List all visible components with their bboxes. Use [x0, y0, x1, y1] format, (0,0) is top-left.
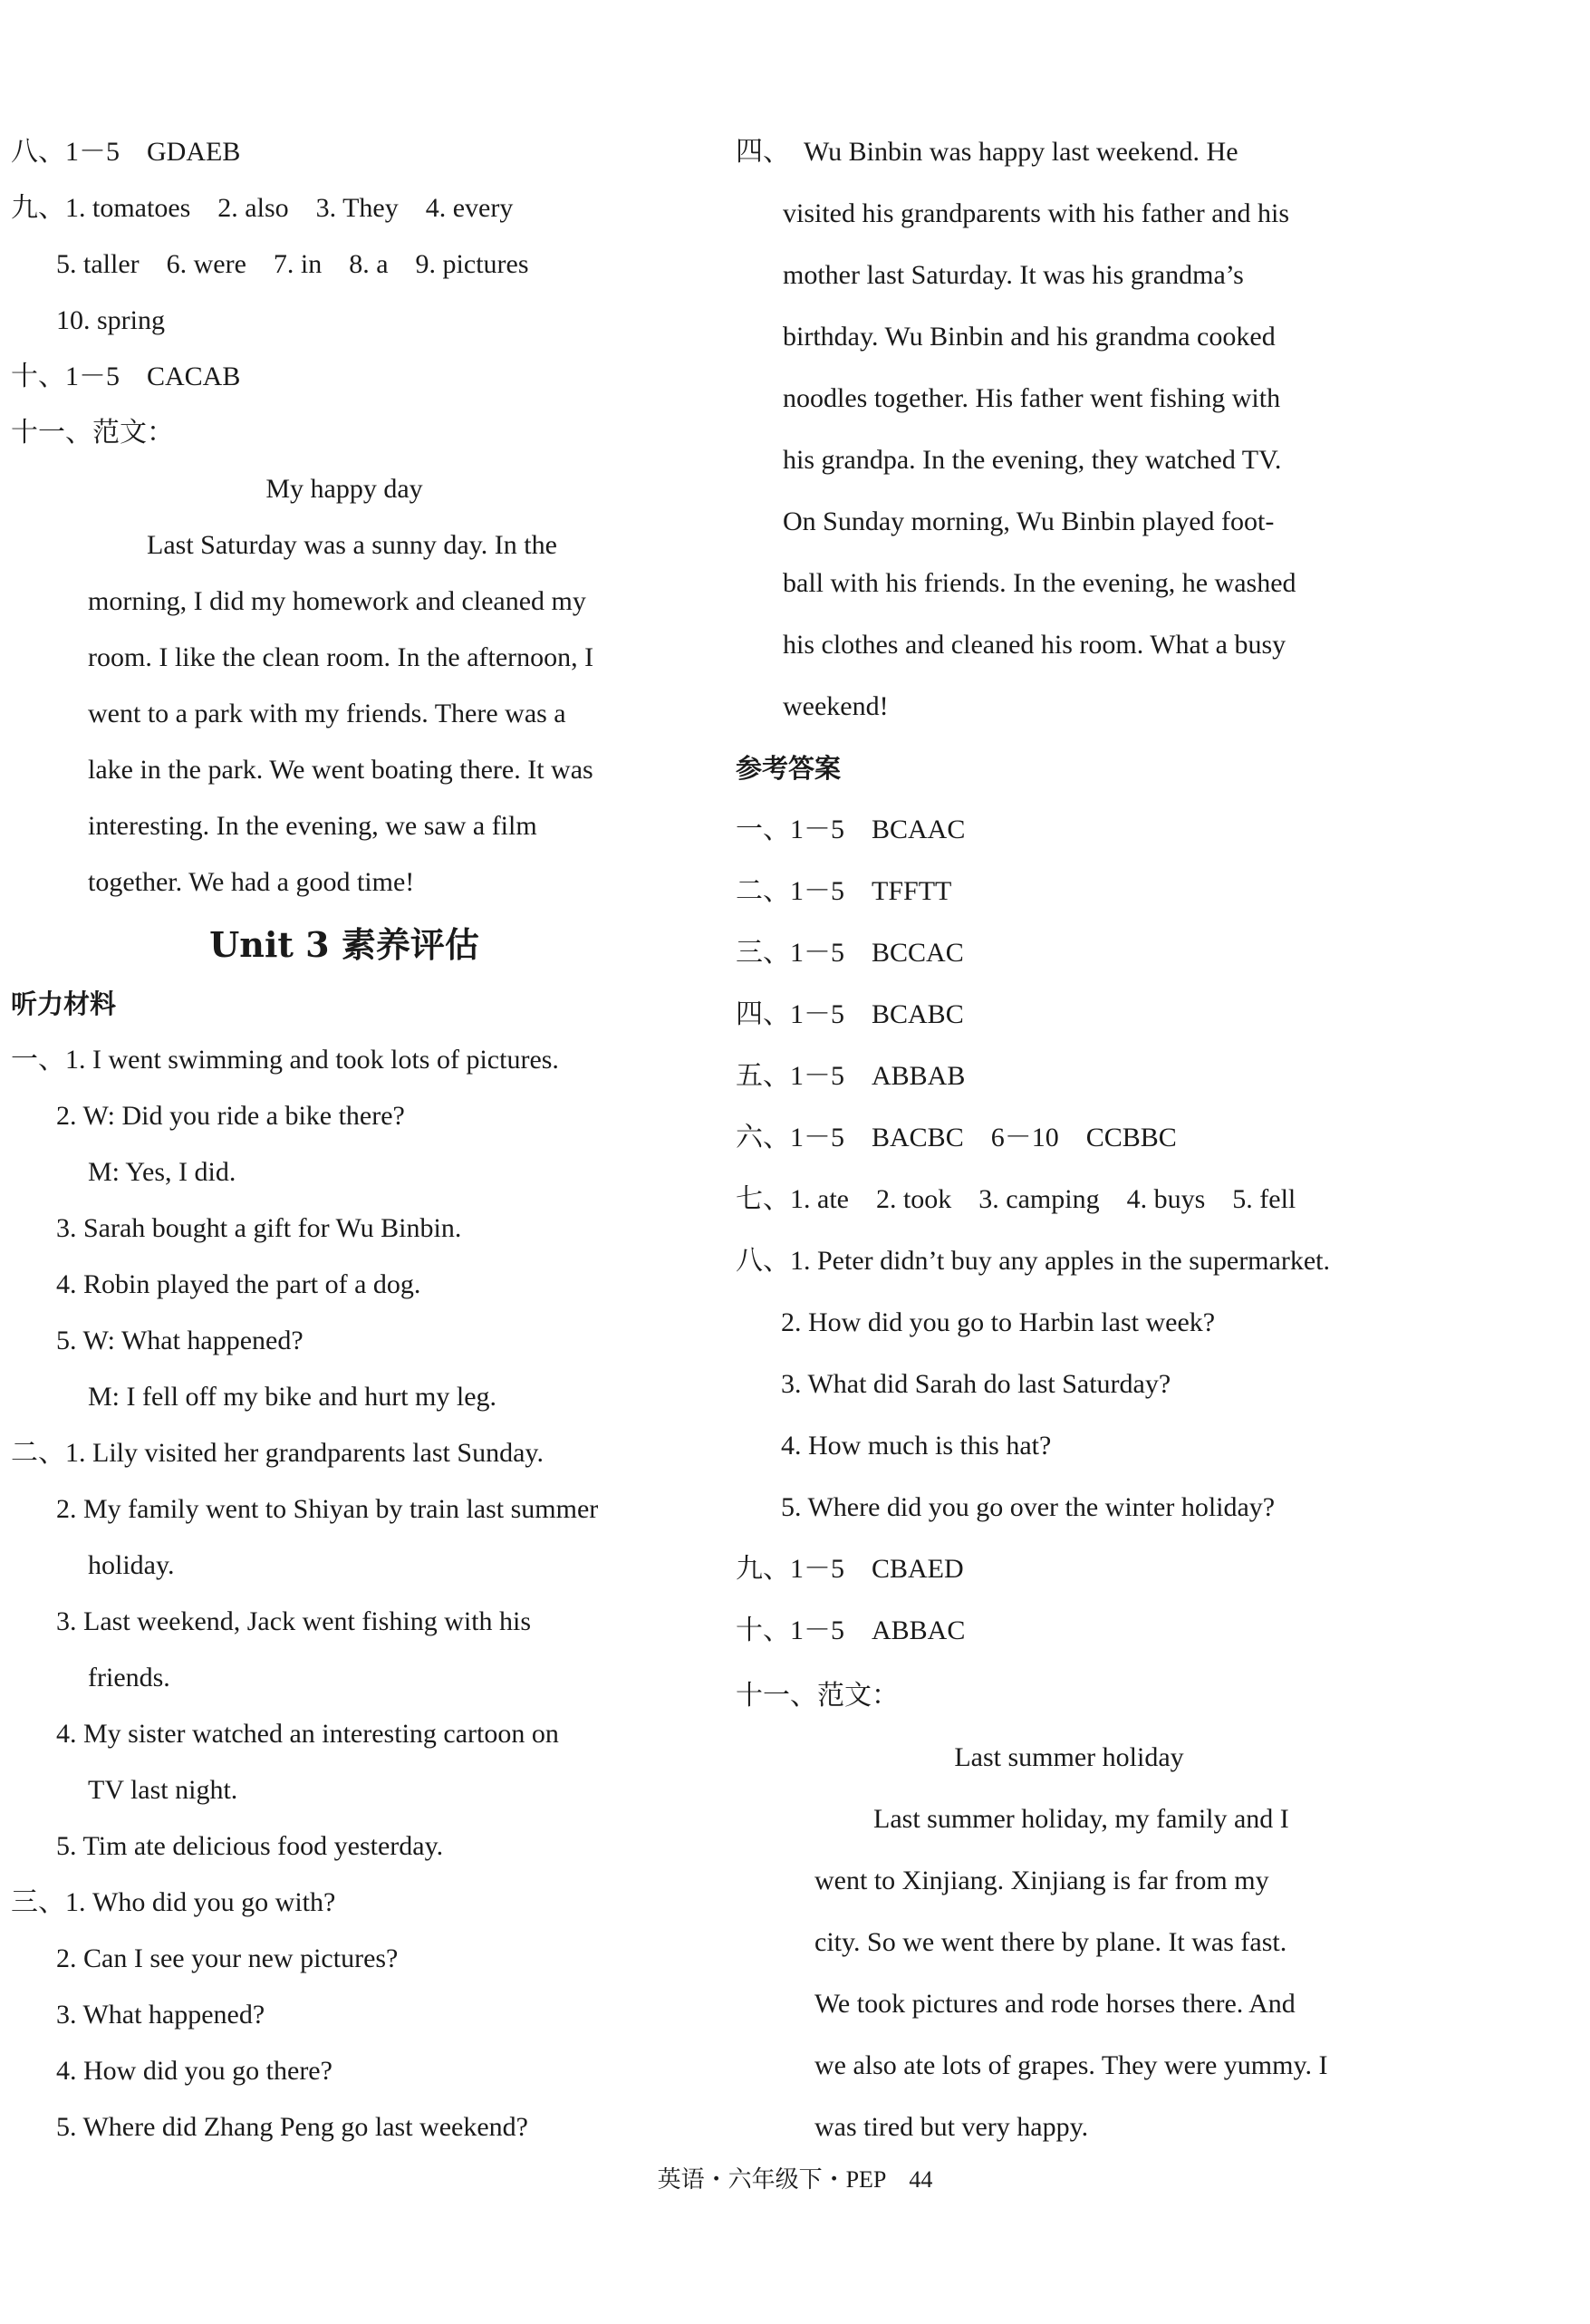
left-line-31: 三、1. Who did you go with? [11, 1887, 336, 1917]
left-line-6: My happy day [265, 474, 423, 504]
right-line-2: mother last Saturday. It was his grandma’s [783, 260, 1244, 290]
left-line-32: 2. Can I see your new pictures? [56, 1943, 399, 1973]
left-line-12: interesting. In the evening, we saw a film [88, 811, 537, 841]
right-line-1: visited his grandparents with his father and his [783, 198, 1290, 228]
left-line-23: 二、1. Lily visited her grandparents last Sunday. [11, 1438, 544, 1468]
left-line-15: 听力材料 [11, 988, 117, 1019]
right-line-19: 2. How did you go to Harbin last week? [781, 1307, 1216, 1337]
left-line-16: 一、1. I went swimming and took lots of pictures. [11, 1045, 559, 1075]
right-line-31: we also ate lots of grapes. They were yummy. I [814, 2050, 1328, 2080]
right-line-12: 二、1－5 TFFTT [736, 876, 952, 906]
right-line-4: noodles together. His father went fishing with [783, 383, 1281, 413]
right-line-7: ball with his friends. In the evening, he washed [783, 568, 1296, 598]
left-line-34: 4. How did you go there? [56, 2056, 332, 2086]
right-line-25: 十一、范文： [736, 1681, 899, 1711]
left-line-14: Unit 3 素养评估 [209, 924, 479, 965]
right-line-5: his grandpa. In the evening, they watched TV. [783, 445, 1282, 475]
left-line-25: holiday. [88, 1550, 175, 1580]
left-line-24: 2. My family went to Shiyan by train last summer [56, 1494, 599, 1524]
right-line-22: 5. Where did you go over the winter holiday? [781, 1492, 1276, 1522]
left-line-3: 10. spring [56, 305, 165, 335]
left-line-1: 九、1. tomatoes 2. also 3. They 4. every [11, 193, 514, 223]
left-line-21: 5. W: What happened? [56, 1326, 304, 1355]
right-line-32: was tired but very happy. [814, 2112, 1089, 2142]
left-line-33: 3. What happened? [56, 2000, 265, 2030]
right-line-21: 4. How much is this hat? [781, 1431, 1052, 1461]
right-line-13: 三、1－5 BCCAC [736, 938, 964, 968]
right-line-3: birthday. Wu Binbin and his grandma cooked [783, 322, 1276, 352]
right-line-28: went to Xinjiang. Xinjiang is far from my [814, 1866, 1269, 1895]
left-line-5: 十一、范文： [11, 418, 174, 448]
page-footer: 英语・六年级下・PEP 44 [657, 2166, 933, 2193]
right-line-26: Last summer holiday [954, 1742, 1184, 1772]
left-line-22: M: I fell off my bike and hurt my leg. [88, 1382, 497, 1412]
left-line-29: TV last night. [88, 1775, 238, 1805]
left-line-35: 5. Where did Zhang Peng go last weekend? [56, 2112, 528, 2142]
left-line-30: 5. Tim ate delicious food yesterday. [56, 1831, 444, 1861]
right-line-20: 3. What did Sarah do last Saturday? [781, 1369, 1171, 1399]
left-line-17: 2. W: Did you ride a bike there? [56, 1101, 405, 1131]
right-line-18: 八、1. Peter didn’t buy any apples in the supermarket. [736, 1246, 1330, 1276]
right-line-6: On Sunday morning, Wu Binbin played foot- [783, 506, 1275, 536]
left-line-8: morning, I did my homework and cleaned my [88, 586, 586, 616]
left-line-9: room. I like the clean room. In the afternoon, I [88, 642, 594, 672]
right-line-14: 四、1－5 BCABC [736, 999, 964, 1029]
right-line-10: 参考答案 [736, 753, 842, 784]
left-line-19: 3. Sarah bought a gift for Wu Binbin. [56, 1213, 462, 1243]
right-line-0: 四、 Wu Binbin was happy last weekend. He [736, 137, 1238, 167]
left-line-26: 3. Last weekend, Jack went fishing with his [56, 1606, 532, 1636]
right-line-17: 七、1. ate 2. took 3. camping 4. buys 5. fell [736, 1184, 1296, 1214]
left-line-18: M: Yes, I did. [88, 1157, 236, 1187]
left-line-4: 十、1－5 CACAB [11, 362, 241, 391]
right-line-27: Last summer holiday, my family and I [873, 1804, 1289, 1834]
right-line-8: his clothes and cleaned his room. What a busy [783, 630, 1286, 660]
left-line-20: 4. Robin played the part of a dog. [56, 1269, 421, 1299]
right-line-16: 六、1－5 BACBC 6－10 CCBBC [736, 1123, 1177, 1152]
right-line-29: city. So we went there by plane. It was fast. [814, 1927, 1287, 1957]
left-line-2: 5. taller 6. were 7. in 8. a 9. pictures [56, 249, 529, 279]
left-line-0: 八、1－5 GDAEB [11, 137, 241, 167]
right-line-9: weekend! [783, 691, 889, 721]
right-line-11: 一、1－5 BCAAC [736, 815, 966, 844]
left-line-10: went to a park with my friends. There was a [88, 699, 566, 728]
left-line-28: 4. My sister watched an interesting cartoon on [56, 1719, 559, 1749]
right-line-30: We took pictures and rode horses there. And [814, 1989, 1296, 2019]
right-line-15: 五、1－5 ABBAB [736, 1061, 966, 1091]
left-line-7: Last Saturday was a sunny day. In the [147, 530, 557, 560]
right-line-23: 九、1－5 CBAED [736, 1554, 964, 1584]
right-line-24: 十、1－5 ABBAC [736, 1615, 966, 1645]
left-line-13: together. We had a good time! [88, 867, 415, 897]
left-line-11: lake in the park. We went boating there. It was [88, 755, 593, 785]
left-line-27: friends. [88, 1663, 170, 1692]
